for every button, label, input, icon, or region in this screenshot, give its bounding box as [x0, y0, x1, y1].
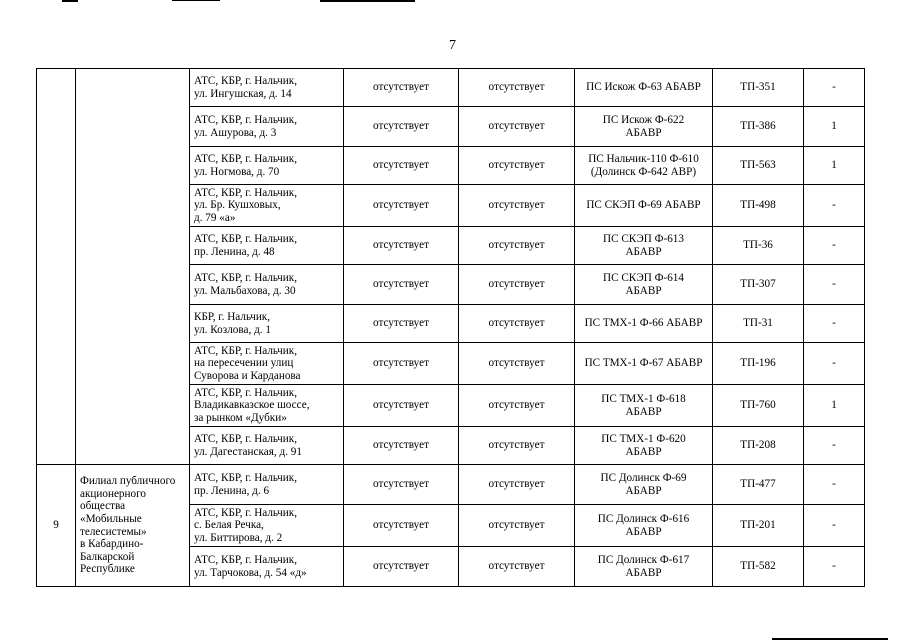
count-cell: - [804, 465, 865, 505]
count-cell: - [804, 227, 865, 265]
address-cell: АТС, КБР, г. Нальчик, Владикавказское шоссе, за рынком «Дубки» [190, 385, 344, 427]
substation-cell: ПС СКЭП Ф-69 АБАВР [575, 185, 713, 227]
status-cell: отсутствует [344, 505, 459, 547]
tp-cell: ТП-201 [713, 505, 804, 547]
status-cell: отсутствует [459, 465, 575, 505]
tp-cell: ТП-477 [713, 465, 804, 505]
status-cell: отсутствует [344, 147, 459, 185]
status-cell: отсутствует [459, 185, 575, 227]
group-number-cell: 9 [37, 465, 76, 587]
address-cell: АТС, КБР, г. Нальчик, ул. Ашурова, д. 3 [190, 107, 344, 147]
status-cell: отсутствует [459, 265, 575, 305]
address-cell: АТС, КБР, г. Нальчик, ул. Дагестанская, д. 91 [190, 427, 344, 465]
substation-cell: ПС ТМХ-1 Ф-67 АБАВР [575, 343, 713, 385]
count-cell: - [804, 305, 865, 343]
address-cell: КБР, г. Нальчик, ул. Козлова, д. 1 [190, 305, 344, 343]
substation-cell: ПС Искож Ф-622 АБАВР [575, 107, 713, 147]
tp-cell: ТП-31 [713, 305, 804, 343]
tp-cell: ТП-582 [713, 547, 804, 587]
status-cell: отсутствует [459, 547, 575, 587]
substation-cell: ПС Нальчик-110 Ф-610 (Долинск Ф-642 АВР) [575, 147, 713, 185]
tp-cell: ТП-36 [713, 227, 804, 265]
count-cell: 1 [804, 147, 865, 185]
status-cell: отсутствует [344, 227, 459, 265]
status-cell: отсутствует [459, 227, 575, 265]
status-cell: отсутствует [459, 427, 575, 465]
address-cell: АТС, КБР, г. Нальчик, ул. Тарчокова, д. 54 «д» [190, 547, 344, 587]
status-cell: отсутствует [459, 385, 575, 427]
organization-cell: Филиал публичного акционерного общества «Мобильные телесистемы» в Кабардино- Балкарской Республике [76, 465, 190, 587]
count-cell: - [804, 265, 865, 305]
status-cell: отсутствует [459, 147, 575, 185]
tp-cell: ТП-307 [713, 265, 804, 305]
tp-cell: ТП-351 [713, 69, 804, 107]
address-cell: АТС, КБР, г. Нальчик, пр. Ленина, д. 48 [190, 227, 344, 265]
status-cell: отсутствует [459, 343, 575, 385]
tp-cell: ТП-196 [713, 343, 804, 385]
scan-artifact-line [320, 0, 415, 2]
status-cell: отсутствует [459, 505, 575, 547]
substation-cell: ПС Искож Ф-63 АБАВР [575, 69, 713, 107]
address-cell: АТС, КБР, г. Нальчик, с. Белая Речка, ул. Биттирова, д. 2 [190, 505, 344, 547]
status-cell: отсутствует [459, 107, 575, 147]
substation-cell: ПС Долинск Ф-616 АБАВР [575, 505, 713, 547]
tp-cell: ТП-208 [713, 427, 804, 465]
organization-cell-empty [76, 69, 190, 465]
count-cell: - [804, 185, 865, 227]
scan-artifact-line [172, 0, 220, 1]
address-cell: АТС, КБР, г. Нальчик, пр. Ленина, д. 6 [190, 465, 344, 505]
substation-cell: ПС ТМХ-1 Ф-620 АБАВР [575, 427, 713, 465]
status-cell: отсутствует [344, 427, 459, 465]
data-table [36, 68, 865, 587]
address-cell: АТС, КБР, г. Нальчик, ул. Ногмова, д. 70 [190, 147, 344, 185]
substation-cell: ПС СКЭП Ф-614 АБАВР [575, 265, 713, 305]
substation-cell: ПС ТМХ-1 Ф-618 АБАВР [575, 385, 713, 427]
status-cell: отсутствует [344, 343, 459, 385]
address-cell: АТС, КБР, г. Нальчик, ул. Мальбахова, д. 30 [190, 265, 344, 305]
address-cell: АТС, КБР, г. Нальчик, на пересечении улиц Суворова и Карданова [190, 343, 344, 385]
substation-cell: ПС ТМХ-1 Ф-66 АБАВР [575, 305, 713, 343]
count-cell: 1 [804, 107, 865, 147]
count-cell: - [804, 505, 865, 547]
tp-cell: ТП-498 [713, 185, 804, 227]
status-cell: отсутствует [344, 385, 459, 427]
tp-cell: ТП-760 [713, 385, 804, 427]
group-number-cell-empty [37, 69, 76, 465]
status-cell: отсутствует [344, 185, 459, 227]
address-cell: АТС, КБР, г. Нальчик, ул. Ингушская, д. 14 [190, 69, 344, 107]
count-cell: 1 [804, 385, 865, 427]
scan-artifact-line [62, 0, 78, 2]
tp-cell: ТП-563 [713, 147, 804, 185]
status-cell: отсутствует [459, 69, 575, 107]
status-cell: отсутствует [344, 547, 459, 587]
substation-cell: ПС Долинск Ф-617 АБАВР [575, 547, 713, 587]
status-cell: отсутствует [344, 305, 459, 343]
status-cell: отсутствует [344, 107, 459, 147]
status-cell: отсутствует [344, 265, 459, 305]
status-cell: отсутствует [344, 69, 459, 107]
table-row [37, 465, 865, 505]
substation-cell: ПС СКЭП Ф-613 АБАВР [575, 227, 713, 265]
table-row [37, 69, 865, 107]
address-cell: АТС, КБР, г. Нальчик, ул. Бр. Кушховых, д. 79 «а» [190, 185, 344, 227]
substation-cell: ПС Долинск Ф-69 АБАВР [575, 465, 713, 505]
count-cell: - [804, 343, 865, 385]
count-cell: - [804, 69, 865, 107]
status-cell: отсутствует [459, 305, 575, 343]
count-cell: - [804, 547, 865, 587]
status-cell: отсутствует [344, 465, 459, 505]
page-number: 7 [449, 38, 456, 53]
tp-cell: ТП-386 [713, 107, 804, 147]
count-cell: - [804, 427, 865, 465]
